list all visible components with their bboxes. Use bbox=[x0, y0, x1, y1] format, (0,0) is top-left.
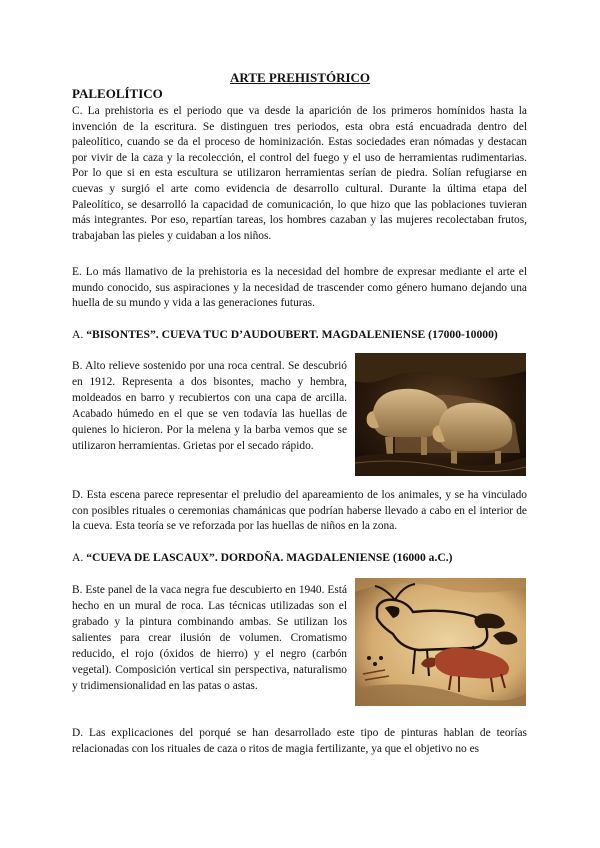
paragraph-e: E. Lo más llamativo de la prehistoria es la necesidad del hombre de expresar mediante el arte el mundo conocido, sus aspiraciones y la necesidad de trascender como género humano dejando una huella de su mundo y vida a las generaciones futuras. bbox=[72, 266, 527, 310]
artwork-2-interpretation: D. Las explicaciones del porqué se han desarrollado este tipo de pinturas hablan de teorías relacionadas con los rituales de caza o ritos de magia fertilizante, ya que el objetivo no es bbox=[72, 727, 527, 755]
paragraph-c: C. La prehistoria es el periodo que va desde la aparición de los primeros homínidos hasta la invención de la escritura. Se distinguen tres periodos, esta obra está encuadrada dentro del paleolítico, cuando se da el proceso de hominización. Estas sociedades eran nómadas y destacan por vivir de la caza y la recolección, el control del fuego y el uso de herramientas rudimentarias. Por lo que si en esta escultura se utilizaron herramientas serían de piedra. Solían refugiarse en cuevas y surgió el arte como evidencia de desarrollo cultural. Durante la última etapa del Paleolítico, se desarrolló la capacidad de comunicación, lo que hizo que las poblaciones tuvieran más integrantes. Por eso, repartían tareas, los hombres cazaban y las mujeres recolectaban frutos, trabajaban las pieles y cuidaban a los niños. bbox=[72, 105, 527, 242]
artwork-1-prefix: A. bbox=[72, 328, 84, 341]
artwork-2-title: “CUEVA DE LASCAUX”. DORDOÑA. MAGDALENIENSE (16000 a.C.) bbox=[86, 551, 453, 564]
section-heading: PALEOLÍTICO bbox=[72, 86, 163, 101]
bison-sculpture-image bbox=[355, 353, 526, 476]
page-title: ARTE PREHISTÓRICO bbox=[229, 70, 371, 85]
artwork-1-interpretation: D. Esta escena parece representar el preludio del apareamiento de los animales, y se ha vinculado con posibles rituales o ceremonias chamánicas que podrían haberse llevado a cabo en el interior de la cueva. Esta teoría se ve reforzada por las huellas de niños en la zona. bbox=[72, 489, 527, 533]
artwork-1-title: “BISONTES”. CUEVA TUC D’AUDOUBERT. MAGDALENIENSE (17000-10000) bbox=[86, 328, 498, 341]
artwork-1-description: B. Alto relieve sostenido por una roca central. Se descubrió en 1912. Representa a dos bisontes, macho y hembra, moldeados en barro y recubiertos con una capa de arcilla. Acabado húmedo en el que se ven todavía las huellas de quienes lo hicieron. Por la melena y la barba vemos que se utilizaron herramientas. Grietas por el secado rápido. bbox=[72, 360, 347, 452]
artwork-2-prefix: A. bbox=[72, 551, 84, 564]
artwork-1-heading bbox=[72, 328, 532, 341]
artwork-2-description: B. Este panel de la vaca negra fue descubierto en 1940. Está hecho en un mural de roca. Las técnicas utilizadas son el grabado y la pintura combinando ambas. Se utilizan los salientes para crear ilusión de volumen. Cromatismo reducido, el rojo (óxidos de hierro) y el negro (carbón vegetal). Composición vertical sin perspectiva, naturalismo y tridimensionalidad en las patas o astas. bbox=[72, 584, 347, 692]
lascaux-painting-image bbox=[355, 578, 526, 706]
artwork-2-heading bbox=[72, 551, 532, 564]
